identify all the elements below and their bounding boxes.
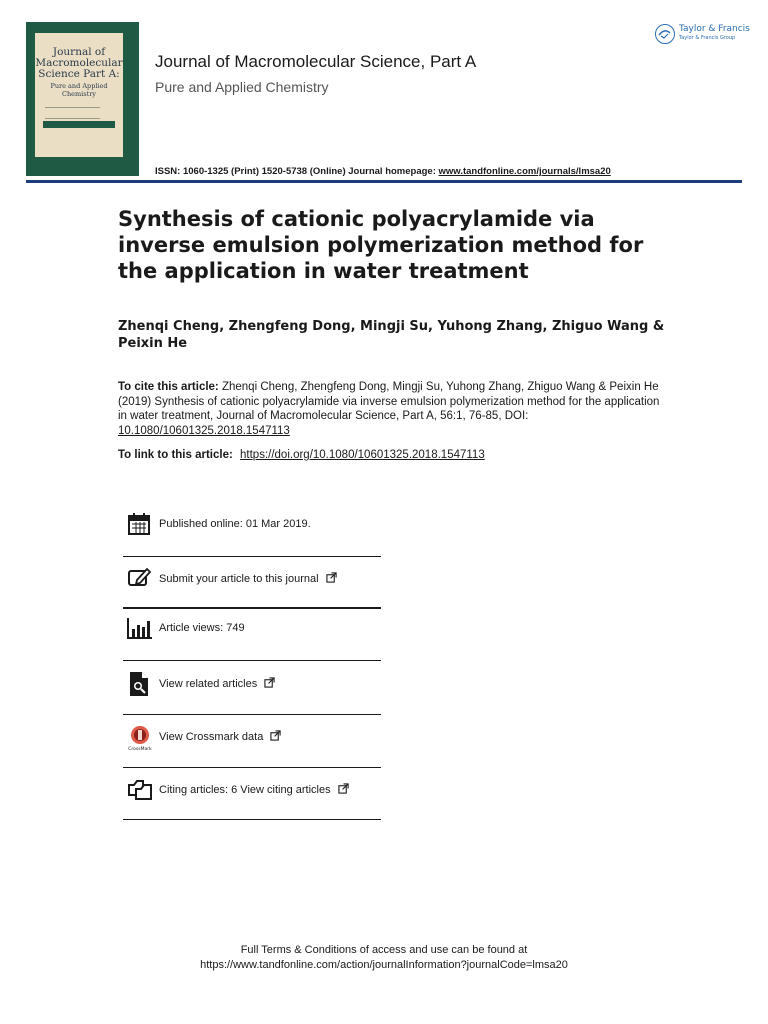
info-divider [123,660,381,661]
related-label-wrap [159,677,275,690]
info-divider [123,767,381,768]
citation-text: Zhenqi Cheng, Zhengfeng Dong, Mingji Su, Yuhong Zhang, Zhiguo Wang & Peixin He (2019) Synthesis of cationic polyacrylamide via inverse emulsion polymerization method for the application in water treatment, Journal of Macromolecular Science, Part A, 56:1, 76-85, DOI: [118,381,660,422]
citing-articles-link[interactable]: Citing articles: 6 View citing articles [159,784,331,796]
published-date: Published online: 01 Mar 2019. [159,518,311,530]
calendar-icon [127,512,151,536]
publisher-mark-icon [655,24,675,44]
crossmark-icon [127,724,152,752]
article-authors: Zhenqi Cheng, Zhengfeng Dong, Mingji Su, Yuhong Zhang, Zhiguo Wang & Peixin He [118,319,665,351]
related-row[interactable] [123,669,381,699]
related-articles-link[interactable]: View related articles [159,678,258,690]
article-link-block [118,449,663,461]
external-link-icon [264,677,275,688]
article-views: Article views: 749 [159,622,245,634]
document-search-icon [127,671,151,695]
submit-label-wrap [159,572,337,585]
crossmark-icon-label: CrossMark [128,747,152,752]
submit-row[interactable] [123,564,381,594]
cover-band [43,121,115,128]
cover-title: Journal of Macromolecular Science Part A: [35,46,123,80]
article-title: Synthesis of cationic polyacrylamide via inverse emulsion polymerization method for the application in water treatment [118,207,644,283]
crossmark-row[interactable] [123,722,381,752]
info-divider [123,819,381,820]
article-link-label: To link to this article: [118,449,233,461]
issn-text: ISSN: 1060-1325 (Print) 1520-5738 (Online) Journal homepage: [155,166,436,177]
citing-articles-icon [127,777,151,801]
issn-line [155,166,611,177]
footer-terms: Full Terms & Conditions of access and use can be found at [240,944,528,956]
cover-decoration [45,107,100,119]
info-divider [123,714,381,715]
crossmark-label-wrap [159,730,281,743]
crossmark-link[interactable]: View Crossmark data [159,731,264,743]
published-row [123,510,381,540]
article-link-url[interactable]: https://doi.org/10.1080/10601325.2018.1547113 [240,449,485,461]
journal-cover [26,22,139,176]
footer [0,943,768,973]
submit-article-link[interactable]: Submit your article to this journal [159,573,319,585]
footer-terms-url[interactable]: https://www.tandfonline.com/action/journalInformation?journalCode=lmsa20 [200,959,568,971]
external-link-icon [270,730,281,741]
publisher-group: Taylor & Francis Group [679,35,736,41]
doi-link[interactable]: 10.1080/10601325.2018.1547113 [118,424,290,437]
citing-label-wrap [159,783,349,796]
journal-cover-page [35,33,123,157]
journal-title: Journal of Macromolecular Science, Part A [155,52,477,71]
external-link-icon [338,783,349,794]
citing-row[interactable] [123,775,381,805]
header-divider [26,180,742,183]
info-divider [123,556,381,557]
journal-subtitle: Pure and Applied Chemistry [155,79,329,95]
citation-block [118,380,663,438]
citation-label: To cite this article: [118,381,219,393]
publisher-name: Taylor & Francis [679,24,750,34]
journal-homepage-link[interactable]: www.tandfonline.com/journals/lmsa20 [438,166,611,177]
edit-icon [127,566,151,590]
external-link-icon [326,572,337,583]
bar-chart-icon [127,616,151,640]
cover-subtitle: Pure and Applied Chemistry [50,82,108,98]
info-divider [123,607,381,609]
views-row [123,614,381,644]
publisher-logo[interactable] [655,22,750,46]
